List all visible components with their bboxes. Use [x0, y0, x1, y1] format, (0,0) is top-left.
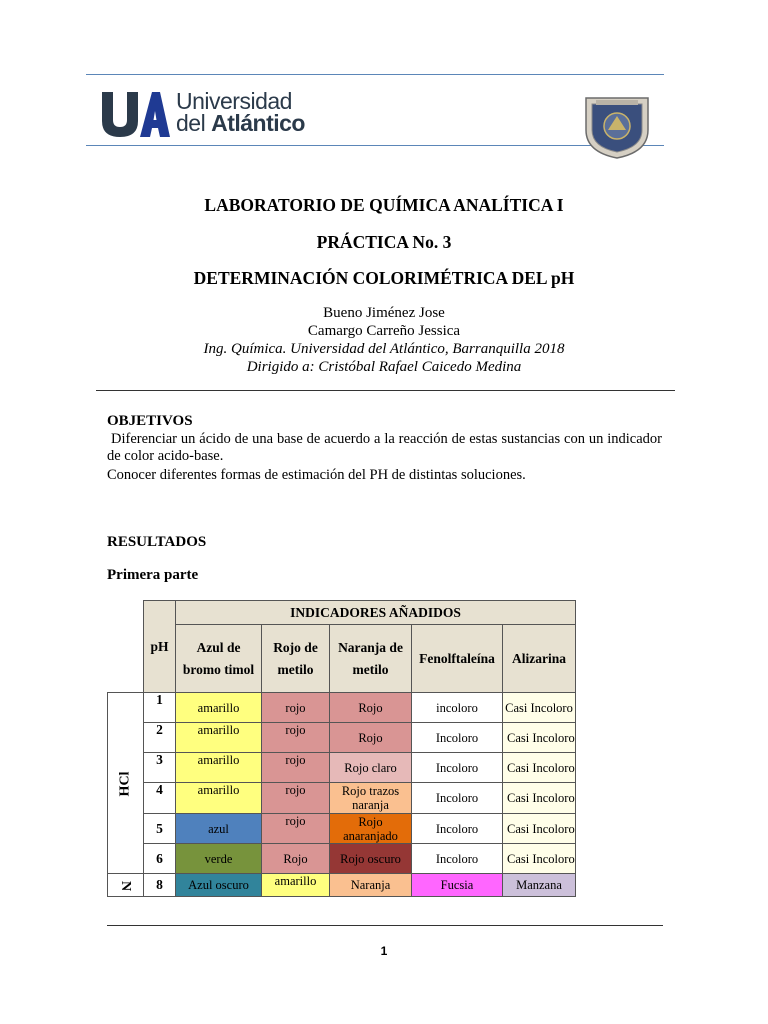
ph-cell: 3 [144, 753, 176, 783]
ph-cell: 8 [144, 874, 176, 897]
cell-rojo-metilo: rojo [262, 783, 330, 814]
table-row [108, 874, 576, 897]
university-name [176, 90, 305, 134]
table-row [108, 723, 576, 753]
table-row [108, 783, 576, 814]
cell-rojo-metilo: rojo [262, 723, 330, 753]
indicators-table [107, 600, 576, 897]
cell-fenolftaleina: Incoloro [412, 783, 503, 814]
col-header-alizarina: Alizarina [503, 625, 576, 693]
affiliation: Ing. Química. Universidad del Atlántico, Barranquilla 2018 [203, 341, 565, 357]
cell-fenolftaleina: incoloro [412, 693, 503, 723]
author-1: Bueno Jiménez Jose [323, 305, 445, 321]
practice-number: PRÁCTICA No. 3 [316, 232, 452, 252]
university-logo [100, 88, 320, 140]
col-header-naranja-metilo: Naranja de metilo [330, 625, 412, 693]
cell-azul-bromo-timol: amarillo [176, 753, 262, 783]
group-hcl: HCl [108, 693, 144, 874]
table-row [108, 814, 576, 844]
table-corner [108, 601, 144, 625]
table-row [108, 753, 576, 783]
table-row [108, 844, 576, 874]
cell-alizarina: Casi Incoloro [503, 783, 576, 814]
cell-azul-bromo-timol: azul [176, 814, 262, 844]
lab-title: LABORATORIO DE QUÍMICA ANALÍTICA I [204, 195, 564, 215]
ua-logo-icon [100, 90, 170, 138]
cell-alizarina: Casi Incoloro [503, 814, 576, 844]
cell-alizarina: Casi Incoloro [503, 693, 576, 723]
cell-naranja-metilo: Rojo oscuro [330, 844, 412, 874]
cell-rojo-metilo: amarillo [262, 874, 330, 897]
directed-to: Dirigido a: Cristóbal Rafael Caicedo Medina [246, 359, 522, 375]
ph-header: pH [144, 601, 176, 693]
cell-rojo-metilo: rojo [262, 753, 330, 783]
cell-naranja-metilo: Rojo [330, 693, 412, 723]
table-row [108, 693, 576, 723]
university-seal-icon [582, 92, 652, 160]
cell-azul-bromo-timol: amarillo [176, 723, 262, 753]
ph-cell: 4 [144, 783, 176, 814]
cell-azul-bromo-timol: amarillo [176, 783, 262, 814]
cell-naranja-metilo: Rojo claro [330, 753, 412, 783]
cell-alizarina: Casi Incoloro [503, 723, 576, 753]
author-2: Camargo Carreño Jessica [307, 323, 461, 339]
cell-azul-bromo-timol: verde [176, 844, 262, 874]
indicators-group-header: INDICADORES AÑADIDOS [176, 601, 576, 625]
cell-naranja-metilo: Rojo anaranjado [330, 814, 412, 844]
col-header-fenolftaleina: Fenolftaleína [412, 625, 503, 693]
cell-alizarina: Casi Incoloro [503, 753, 576, 783]
section-divider [96, 390, 675, 391]
header-bottom-rule [86, 145, 664, 146]
objectives-heading: OBJETIVOS [107, 413, 193, 429]
footer-rule [107, 925, 663, 926]
cell-alizarina: Manzana [503, 874, 576, 897]
cell-fenolftaleina: Fucsia [412, 874, 503, 897]
cell-rojo-metilo: Rojo [262, 844, 330, 874]
col-header-azul-bromo-timol: Azul de bromo timol [176, 625, 262, 693]
cell-rojo-metilo: rojo [262, 814, 330, 844]
cell-fenolftaleina: Incoloro [412, 844, 503, 874]
table-corner-2 [108, 625, 144, 693]
ph-cell: 6 [144, 844, 176, 874]
results-subheading: Primera parte [107, 567, 199, 583]
practice-title: DETERMINACIÓN COLORIMÉTRICA DEL pH [193, 268, 575, 288]
cell-fenolftaleina: Incoloro [412, 753, 503, 783]
group-n: N [108, 874, 144, 897]
cell-naranja-metilo: Rojo trazos naranja [330, 783, 412, 814]
cell-naranja-metilo: Rojo [330, 723, 412, 753]
cell-azul-bromo-timol: amarillo [176, 693, 262, 723]
objective-1: Diferenciar un ácido de una base de acuerdo a la reacción de estas sustancias con un indicador de color acido-base. [107, 431, 662, 464]
ph-cell: 5 [144, 814, 176, 844]
ph-cell: 2 [144, 723, 176, 753]
page-number: 1 [380, 944, 388, 958]
header-top-rule [86, 74, 664, 75]
ph-cell: 1 [144, 693, 176, 723]
cell-fenolftaleina: Incoloro [412, 814, 503, 844]
objective-2: Conocer diferentes formas de estimación del PH de distintas soluciones. [107, 467, 526, 483]
university-name-line1: Universidad [176, 88, 292, 114]
university-name-line2: del Atlántico [176, 110, 305, 136]
col-header-rojo-metilo: Rojo de metilo [262, 625, 330, 693]
cell-alizarina: Casi Incoloro [503, 844, 576, 874]
cell-azul-bromo-timol: Azul oscuro [176, 874, 262, 897]
results-heading: RESULTADOS [107, 534, 207, 550]
cell-naranja-metilo: Naranja [330, 874, 412, 897]
cell-rojo-metilo: rojo [262, 693, 330, 723]
cell-fenolftaleina: Incoloro [412, 723, 503, 753]
